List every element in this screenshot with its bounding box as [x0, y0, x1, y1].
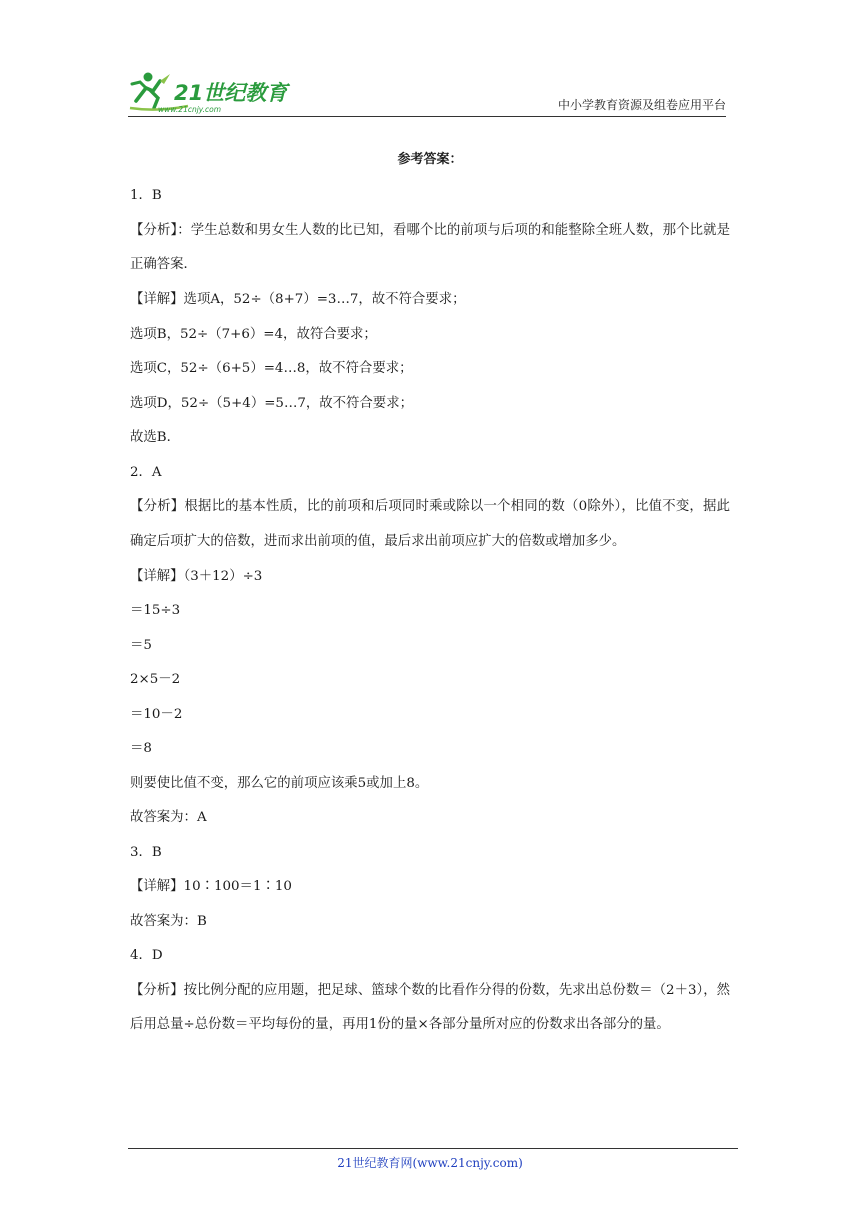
answer-2: 2．A: [130, 464, 162, 480]
answer-content: [130, 148, 730, 1048]
logo-url: www.21cnjy.com: [158, 105, 222, 114]
detail-2-summary: 则要使比值不变，那么它的前项应该乘5或加上8。: [130, 775, 429, 791]
answer-3: 3．B: [130, 844, 162, 860]
analysis-4: 【分析】按比例分配的应用题，把足球、篮球个数的比看作分得的份数，先求出总份数＝（2＋3），然后用总量÷总份数＝平均每份的量，再用1份的量×各部分量所对应的份数求出各部分的量。: [130, 982, 730, 1032]
logo-title: 21世纪教育: [174, 81, 288, 105]
conclusion-2: 故答案为：A: [130, 810, 207, 825]
conclusion-1: 故选B．: [130, 430, 181, 445]
detail-2-step-3: ＝5: [130, 637, 152, 653]
platform-name: 中小学教育资源及组卷应用平台: [557, 98, 726, 112]
answer-1: 1．B: [130, 188, 162, 203]
header-divider: [128, 116, 726, 117]
detail-2-step-2: ＝15÷3: [130, 603, 181, 618]
conclusion-3: 故答案为：B: [130, 913, 207, 929]
detail-2-step-6: ＝8: [130, 741, 152, 756]
detail-2-step-1: 【详解】（3＋12）÷3: [130, 568, 263, 584]
detail-2-step-4: 2×5－2: [130, 672, 181, 687]
detail-1-b: 选项B，52÷（7+6）=4，故符合要求；: [130, 326, 377, 342]
detail-1-d: 选项D，52÷（5+4）=5…7，故不符合要求；: [130, 395, 413, 411]
page-header: [128, 64, 726, 118]
section-title: 参考答案：: [397, 152, 463, 167]
analysis-2: 【分析】根据比的基本性质，比的前项和后项同时乘或除以一个相同的数（0除外），比值不变，据此确定后项扩大的倍数，进而求出前项的值，最后求出前项应扩大的倍数或增加多少。: [130, 499, 730, 549]
footer-divider: [128, 1148, 738, 1149]
analysis-1: 【分析】：学生总数和男女生人数的比已知，看哪个比的前项与后项的和能整除全班人数，那个比就是正确答案．: [130, 222, 730, 272]
detail-3: 【详解】10∶100＝1∶10: [130, 879, 292, 894]
answer-4: 4．D: [130, 948, 163, 963]
detail-1-c: 选项C，52÷（6+5）=4…8，故不符合要求；: [130, 361, 413, 376]
footer-source: 21世纪教育网(www.21cnjy.com): [337, 1156, 523, 1170]
detail-2-step-5: ＝10－2: [130, 706, 183, 722]
detail-1-a: 【详解】选项A，52÷（8+7）=3…7，故不符合要求；: [130, 292, 466, 307]
logo-21cnjy: [128, 68, 298, 114]
